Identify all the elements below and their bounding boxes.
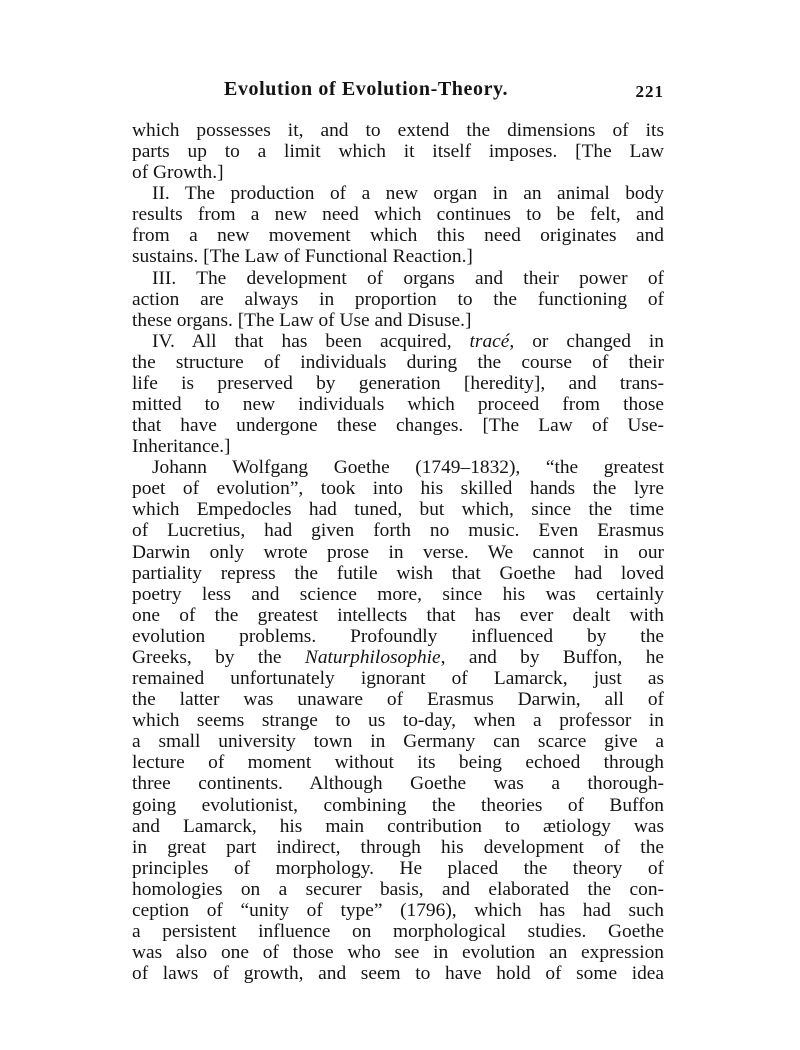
text-line: action are always in proportion to the functioning of — [132, 288, 664, 310]
text-line: the latter was unaware of Erasmus Darwin, all of — [132, 689, 664, 711]
text-line: IV. All that has been acquired, tracé, or changed in — [152, 330, 664, 352]
text-line: three continents. Although Goethe was a thorough- — [132, 773, 664, 795]
text-line: and Lamarck, his main contribution to ætiology was — [132, 815, 664, 837]
book-page — [132, 78, 664, 984]
text-line: II. The production of a new organ in an animal body — [152, 183, 664, 205]
text-line: a persistent influence on morphological studies. Goethe — [132, 920, 664, 942]
text-line: lecture of moment without its being echoed through — [132, 752, 664, 774]
text-line: of Growth.] — [132, 162, 224, 184]
text-line: that have undergone these changes. [The Law of Use- — [132, 415, 664, 437]
text-line: homologies on a securer basis, and elaborated the con- — [132, 878, 664, 900]
text-line: a small university town in Germany can scarce give a — [132, 731, 664, 753]
text-line: which seems strange to us to-day, when a professor in — [132, 710, 664, 732]
text-line: which Empedocles had tuned, but which, since the time — [132, 499, 664, 521]
text-line: in great part indirect, through his development of the — [132, 836, 664, 858]
text-line: evolution problems. Profoundly influenced by the — [132, 625, 664, 647]
text-line: these organs. [The Law of Use and Disuse.] — [132, 309, 472, 331]
text-line: results from a new need which continues to be felt, and — [132, 204, 664, 226]
text-line: Darwin only wrote prose in verse. We cannot in our — [132, 541, 664, 563]
text-line: of laws of growth, and seem to have hold of some idea — [132, 963, 664, 985]
running-head — [132, 78, 664, 108]
text-line: III. The development of organs and their power of — [152, 267, 664, 289]
text-line: Greeks, by the Naturphilosophie, and by Buffon, he — [132, 646, 664, 668]
running-title: Evolution of Evolution-Theory. — [224, 78, 509, 100]
text-line: one of the greatest intellects that has ever dealt with — [132, 604, 664, 626]
text-line: parts up to a limit which it itself imposes. [The Law — [132, 141, 664, 163]
text-line: was also one of those who see in evolution an expression — [132, 942, 664, 964]
text-line: going evolutionist, combining the theories of Buffon — [132, 794, 664, 816]
text-line: life is preserved by generation [heredity], and trans- — [132, 372, 664, 394]
italic-term: tracé — [469, 330, 510, 352]
italic-term: Naturphilosophie — [304, 646, 441, 668]
body-text — [132, 120, 664, 984]
text-line: principles of morphology. He placed the theory of — [132, 857, 664, 879]
text-line: partiality repress the futile wish that Goethe had loved — [132, 562, 664, 584]
text-line: the structure of individuals during the course of their — [132, 351, 664, 373]
text-line: Inheritance.] — [132, 436, 231, 458]
text-line: ception of “unity of type” (1796), which has had such — [132, 899, 664, 921]
text-line: Johann Wolfgang Goethe (1749–1832), “the greatest — [152, 457, 664, 479]
text-line: of Lucretius, had given forth no music. Even Erasmus — [132, 520, 664, 542]
text-line: mitted to new individuals which proceed from those — [132, 394, 664, 416]
text-line: which possesses it, and to extend the dimensions of its — [132, 120, 664, 141]
text-line: from a new movement which this need originates and — [132, 225, 664, 247]
text-line: poetry less and science more, since his was certainly — [132, 583, 664, 605]
page-number: 221 — [635, 82, 664, 101]
text-line: remained unfortunately ignorant of Lamarck, just as — [132, 668, 664, 690]
text-line: poet of evolution”, took into his skilled hands the lyre — [132, 478, 664, 500]
text-line: sustains. [The Law of Functional Reaction.] — [132, 246, 473, 268]
